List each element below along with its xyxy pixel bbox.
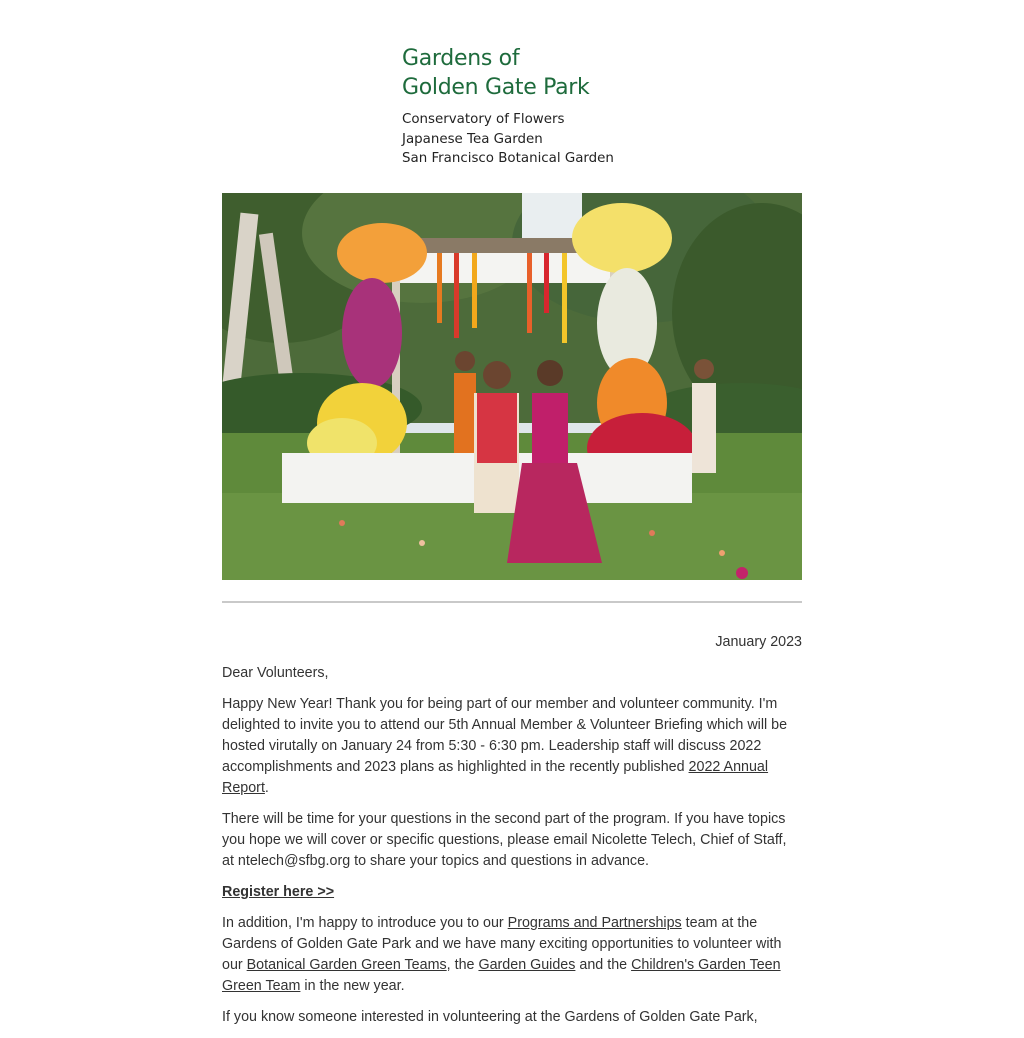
paragraph-programs: [222, 913, 802, 997]
paragraph-programs-d: and the: [575, 957, 632, 973]
paragraph-briefing-text: Happy New Year! Thank you for being part of our member and volunteer community. I'm delighted to invite you to attend our 5th Annual Member & Volunteer Briefing which will be hosted virutally on January 24 from 5:30 - 6:30 pm. Leadership staff will discuss 2022 accomplishments and 2023 plans as highlighted in the recently published: [222, 696, 788, 775]
logo-title-line2: Golden Gate Park: [402, 75, 590, 100]
annual-report-link[interactable]: 2022 Annual Report: [222, 759, 769, 796]
programs-partnerships-link[interactable]: Programs and Partnerships: [507, 915, 682, 931]
garden-guides-link[interactable]: Garden Guides: [478, 957, 576, 973]
logo-subtitle: [402, 110, 642, 169]
logo-sub-conservatory: Conservatory of Flowers: [402, 112, 565, 127]
wedding-ceremony-photo: [222, 193, 802, 580]
paragraph-briefing-end: .: [264, 780, 269, 796]
register-paragraph: [222, 882, 802, 903]
teen-green-team-link[interactable]: Children's Garden Teen Green Team: [222, 957, 781, 994]
paragraph-questions: There will be time for your questions in the second part of the program. If you have topics you hope we will cover or specific questions, please email Nicolette Telech, Chief of Staff, at ntelech@sfbg.org to share your topics and questions in advance.: [222, 811, 787, 869]
gardens-logo[interactable]: [402, 44, 642, 169]
letter-greeting: Dear Volunteers,: [222, 665, 329, 681]
logo-title-line1: Gardens of: [402, 46, 520, 71]
letter-date: January 2023: [715, 634, 802, 650]
logo-title: [402, 44, 642, 102]
paragraph-programs-b: team at the Gardens of Golden Gate Park and we have many exciting opportunities to volunteer with our: [222, 915, 782, 973]
logo-sub-tea-garden: Japanese Tea Garden: [402, 131, 543, 147]
paragraph-programs-e: in the new year.: [300, 978, 405, 994]
register-link[interactable]: Register here >>: [222, 884, 335, 900]
hero-image[interactable]: [222, 193, 802, 580]
logo-sub-botanical: San Francisco Botanical Garden: [402, 151, 614, 166]
letter-body: [222, 632, 802, 1038]
paragraph-programs-a: In addition, I'm happy to introduce you to our: [222, 915, 508, 931]
paragraph-briefing: [222, 694, 802, 799]
divider: [222, 601, 802, 603]
green-teams-link[interactable]: Botanical Garden Green Teams: [246, 957, 447, 973]
paragraph-programs-c: , the: [446, 957, 479, 973]
paragraph-referral: If you know someone interested in volunteering at the Gardens of Golden Gate Park,: [222, 1009, 758, 1025]
